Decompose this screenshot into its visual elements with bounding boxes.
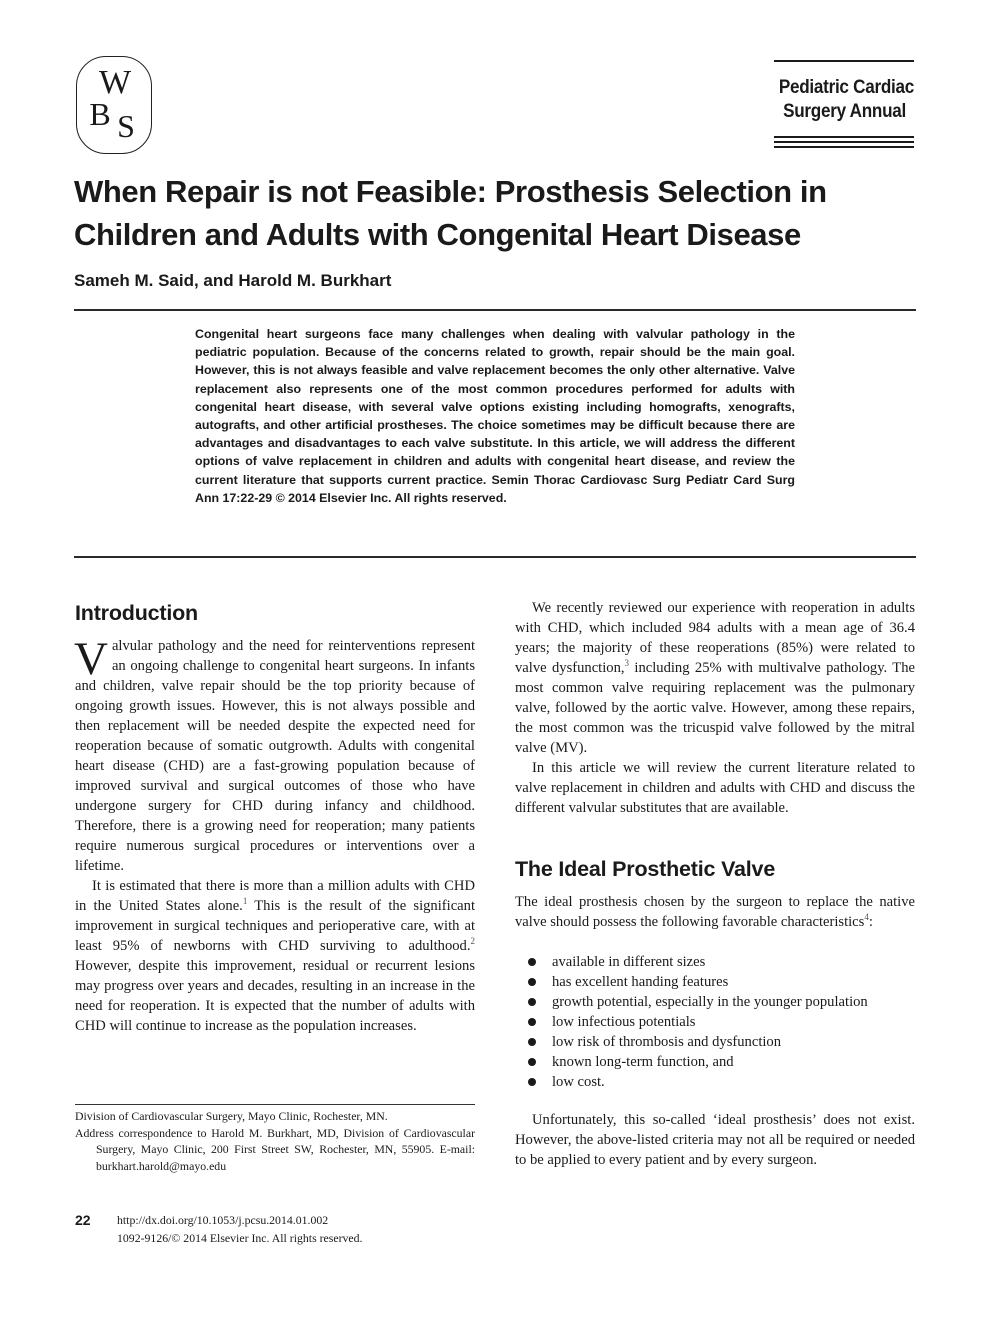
abstract-text: Congenital heart surgeons face many challenges when dealing with valvular pathology in the pediatric population. Because of the concerns related to growth, repair should be the main goal. However, this is not always feasible and valve replacement becomes the only other alternative. Valve replacement also represents one of the most common procedures performed for adults with congenital heart disease, with several valve options existing including homografts, xenografts, autografts, and other artificial prostheses. The choice sometimes may be difficult because there are advantages and disadvantages to each valve substitute. In this article, we will address the different options of valve replacement in children and adults with congenital heart disease, and review the current literature that supports current practice. (195, 327, 795, 487)
issn-copyright: 1092-9126/© 2014 Elsevier Inc. All rights reserved. (117, 1231, 363, 1245)
intro-paragraph-2 (75, 876, 475, 1036)
journal-rule-bottom (774, 136, 914, 148)
svg-text:S: S (117, 108, 135, 144)
list-item-text: low infectious potentials (552, 1014, 696, 1030)
reference-link-1[interactable]: 1 (242, 896, 248, 907)
article-authors: Sameh M. Said, and Harold M. Burkhart (74, 271, 392, 290)
journal-name (674, 60, 914, 148)
intro-p2-part-b: This is the result of the significant improvement in surgical techniques and perioperative care, with at least 95% of newborns with CHD surviving to adulthood. (75, 898, 476, 954)
svg-text:W: W (98, 64, 132, 101)
right-paragraph-2: In this article we will review the current literature related to valve replacement in children and adults with CHD and discuss the different valvular substitutes that are available. (515, 760, 915, 816)
list-item-text: low risk of thrombosis and dysfunction (552, 1034, 782, 1050)
footnote (75, 1108, 475, 1174)
wbs-logo-icon (77, 57, 153, 155)
footnote-address: Address correspondence to Harold M. Burkhart, MD, Division of Cardiovascular Surgery, Mayo Clinic, 200 First Street SW, Rochester, MN, 55905. E-mail: burkhart.harold@mayo.edu (75, 1125, 475, 1173)
list-item-text: available in different sizes (552, 954, 706, 970)
bullet-icon (528, 1038, 536, 1046)
abstract-citation: Semin Thorac Cardiovasc Surg Pediatr Card Surg Ann 17:22-29 © 2014 Elsevier Inc. All rights reserved. (195, 472, 795, 505)
reference-link-3[interactable]: 3 (624, 658, 630, 669)
intro-p2-part-c: However, despite this improvement, residual or recurrent lesions may progress over years and decades, resulting in an increase in the need for reoperation. It is expected that the number of adults with CHD will continue to increase as the population increases. (75, 958, 475, 1034)
drop-cap: V (74, 633, 108, 685)
journal-rule-top (774, 60, 914, 62)
bullet-icon (528, 1058, 536, 1066)
bullet-icon (528, 1078, 536, 1086)
journal-name-line1: Pediatric Cardiac (778, 77, 914, 98)
footnote-affiliation: Division of Cardiovascular Surgery, Mayo Clinic, Rochester, MN. (75, 1109, 388, 1123)
bullet-icon (528, 998, 536, 1006)
right-paragraph-1 (515, 598, 915, 758)
left-column (75, 598, 475, 1036)
divider-abstract (74, 556, 916, 558)
list-item (515, 1072, 915, 1092)
list-item (515, 992, 915, 1012)
article-title: When Repair is not Feasible: Prosthesis Selection in Children and Adults with Congenital Heart Disease (74, 174, 827, 252)
right-paragraph-3 (515, 892, 915, 932)
section-heading-ideal-prosthetic-valve: The Ideal Prosthetic Valve (515, 857, 776, 881)
abstract (195, 325, 795, 507)
characteristics-list (515, 952, 915, 1092)
intro-paragraph-1 (74, 633, 475, 876)
footer-info (117, 1211, 363, 1247)
list-item-text: known long-term function, and (552, 1054, 734, 1070)
list-item (515, 1012, 915, 1032)
reference-link-2[interactable]: 2 (470, 936, 475, 947)
right-p3-part-a: The ideal prosthesis chosen by the surgeon to replace the native valve should possess the following favorable characteristics (515, 894, 915, 930)
list-item (515, 972, 915, 992)
journal-logo (76, 56, 152, 154)
list-item-text: growth potential, especially in the younger population (552, 994, 868, 1010)
doi-link[interactable]: http://dx.doi.org/10.1053/j.pcsu.2014.01.002 (117, 1213, 329, 1227)
bullet-icon (528, 1018, 536, 1026)
bullet-icon (528, 958, 536, 966)
footnote-divider (75, 1104, 475, 1105)
section-heading-introduction: Introduction (75, 601, 198, 625)
bullet-icon (528, 978, 536, 986)
list-item (515, 952, 915, 972)
right-p3-part-b: : (868, 914, 873, 930)
journal-name-line2: Surgery Annual (783, 101, 906, 122)
list-item (515, 1052, 915, 1072)
right-p1-part-a: We recently reviewed our experience with reoperation in adults with CHD, which included 984 adults with a mean age of 36.4 years; the majority of these reoperations (85%) were related to valve dysfunction, (515, 600, 915, 676)
divider-top (74, 309, 916, 311)
right-paragraph-4: Unfortunately, this so-called ‘ideal prosthesis’ does not exist. However, the above-listed criteria may not all be required or needed to be applied to every patient and by every surgeon. (515, 1112, 915, 1168)
svg-text:B: B (89, 96, 111, 132)
list-item (515, 1032, 915, 1052)
intro-p2-part-a: It is estimated that there is more than a million adults with CHD in the United States alone. (75, 878, 475, 914)
page-number: 22 (75, 1212, 91, 1228)
list-item-text: low cost. (552, 1074, 605, 1090)
right-column (515, 598, 915, 1170)
reference-link-4[interactable]: 4 (864, 912, 869, 923)
list-item-text: has excellent handing features (552, 974, 729, 990)
right-p1-part-b: including 25% with multivalve pathology. The most common valve requiring replacement was the pulmonary valve, followed by the aortic valve. However, among these repairs, the most common was the tricuspid valve followed by the mitral valve (MV). (515, 660, 915, 756)
intro-paragraph-1-text: alvular pathology and the need for reinterventions represent an ongoing challenge to congenital heart surgeons. In infants and children, valve repair should be the top priority because of ongoing growth issues. However, this is not always possible and then replacement will be needed despite the expected need for reoperation because of somatic outgrowth. Adults with congenital heart disease (CHD) are a fast-growing population because of improved survival and surgical outcomes of those who have undergone surgery for CHD during infancy and childhood. Therefore, there is a growing need for reoperation; many patients require numerous surgical procedures or interventions over a lifetime. (75, 638, 475, 874)
